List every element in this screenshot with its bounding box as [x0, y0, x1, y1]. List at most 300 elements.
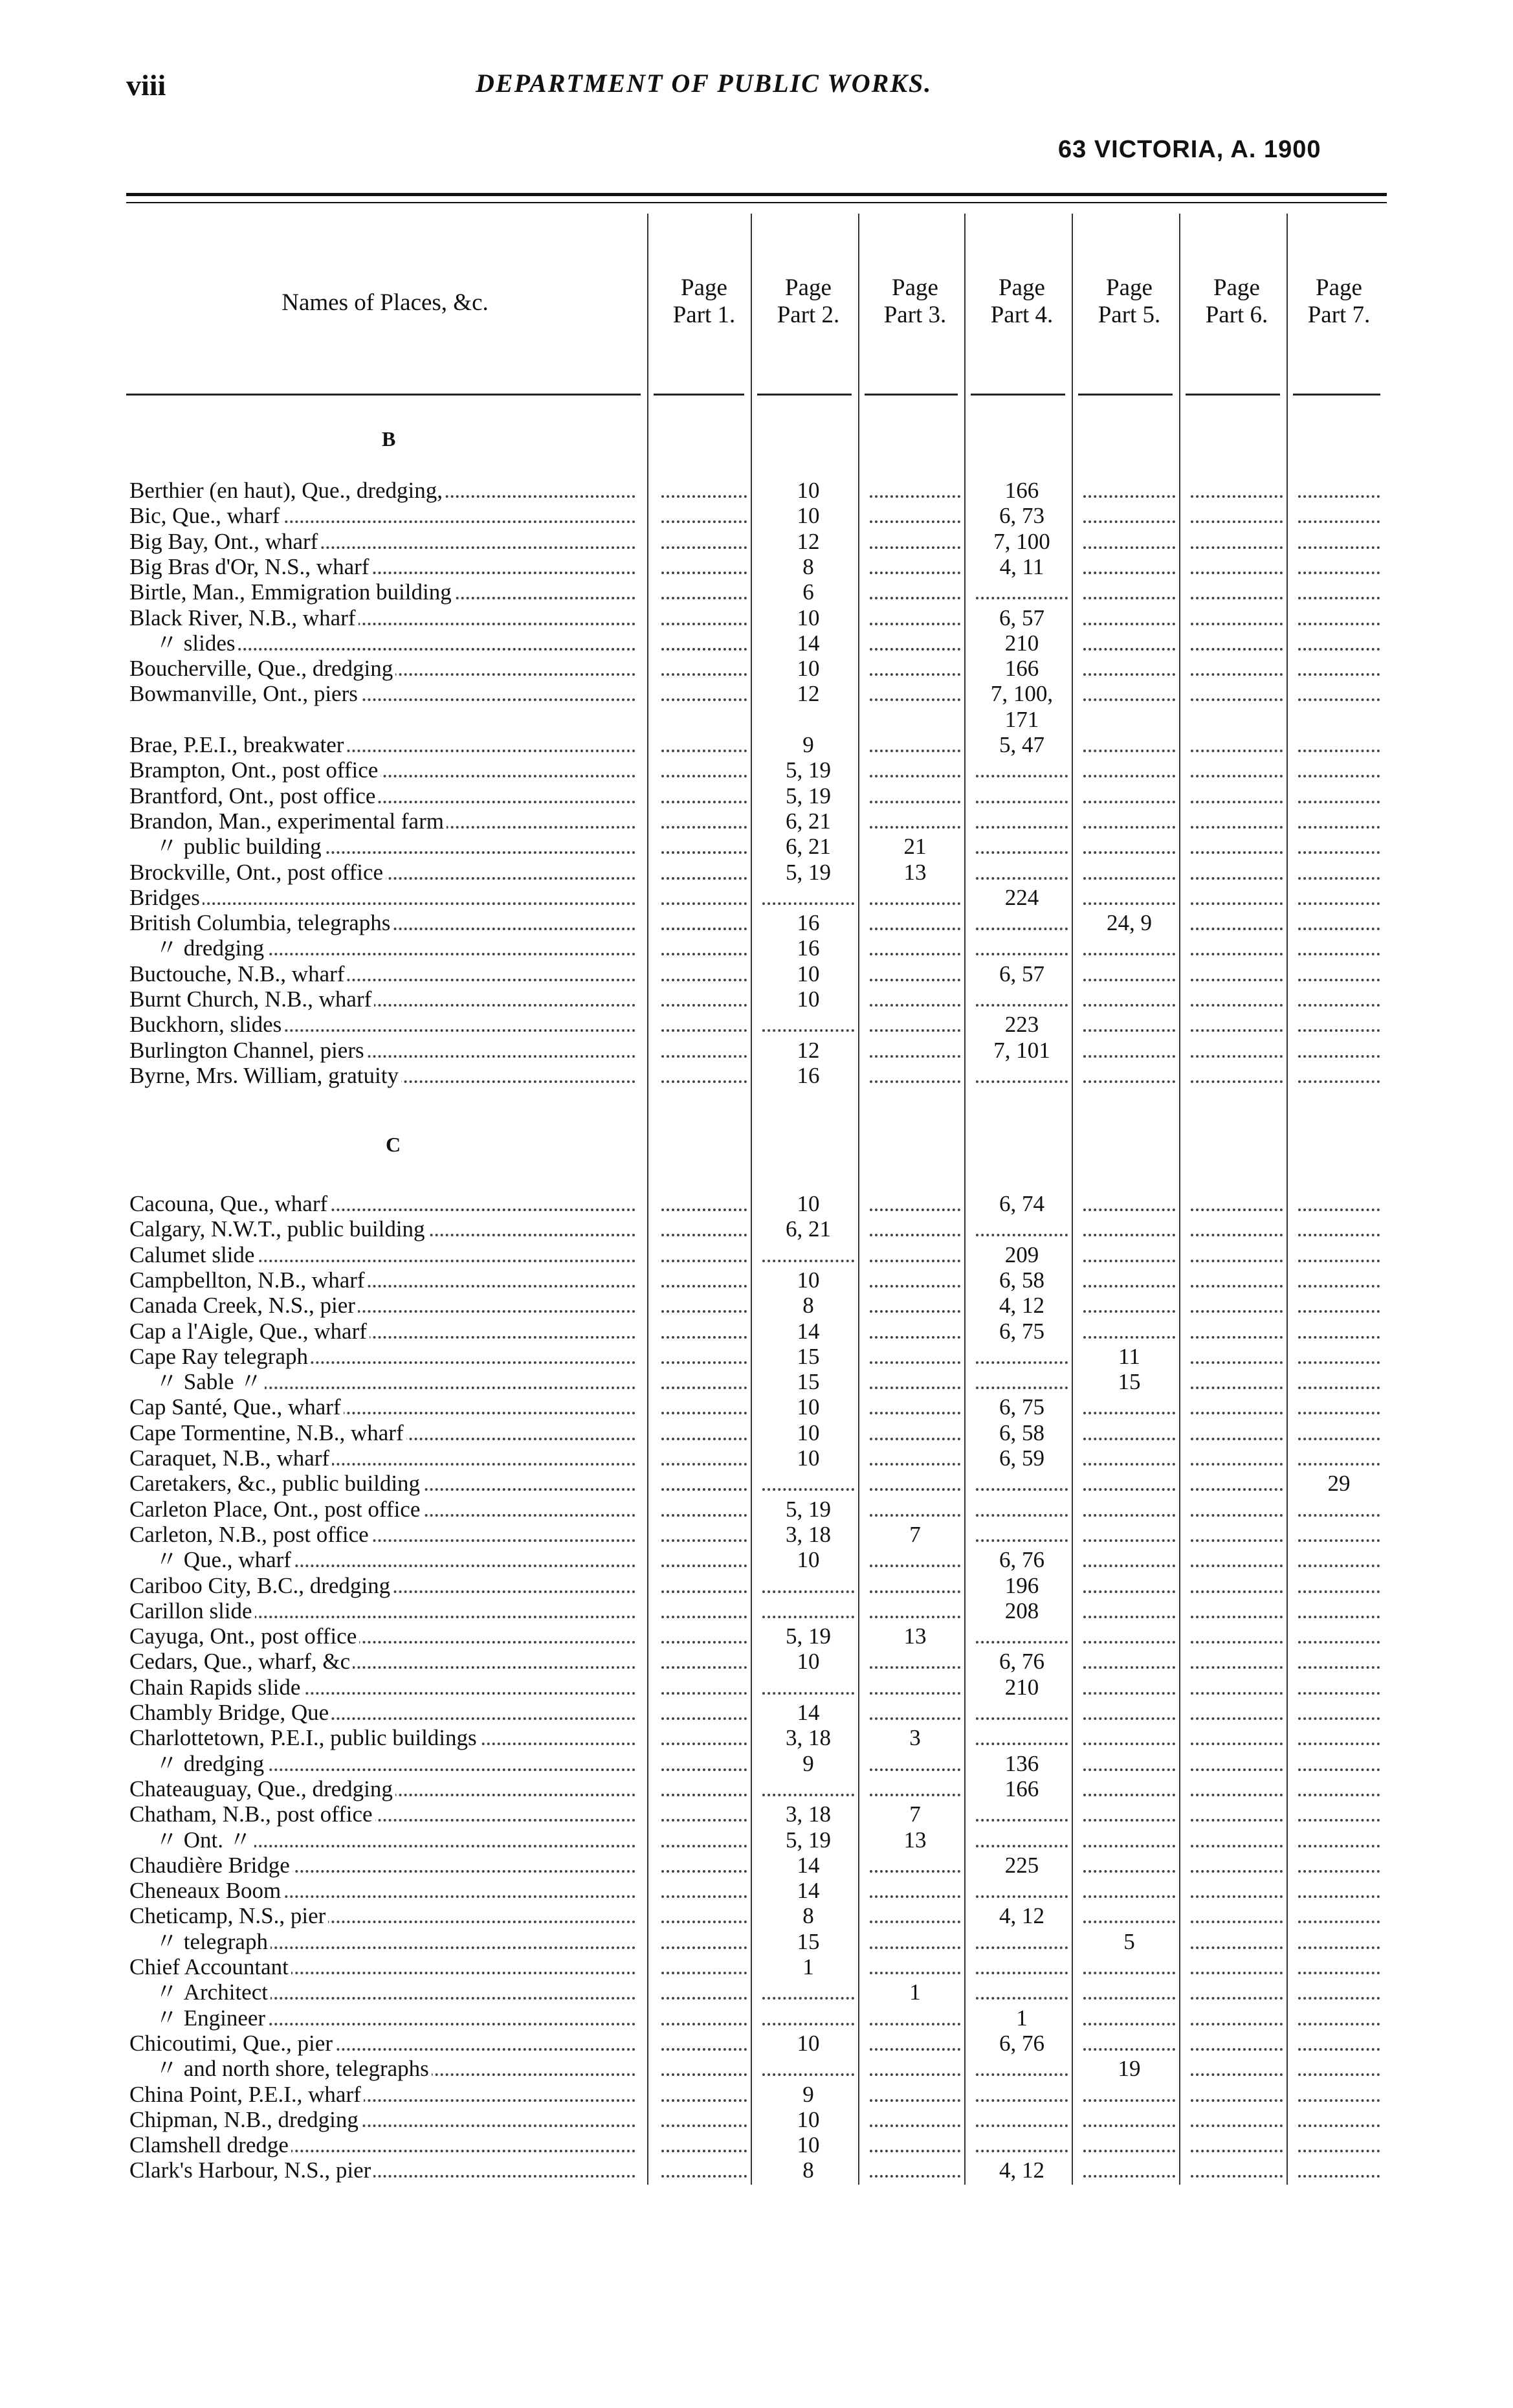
page-ref-part-1 — [654, 1700, 755, 1726]
page-ref-part-6 — [1183, 1344, 1290, 1370]
page-ref-part-4 — [968, 1497, 1076, 1522]
index-row — [129, 1063, 1390, 1089]
place-name-text: Byrne, Mrs. William, gratuity — [129, 1063, 401, 1088]
page-ref-part-5 — [1076, 2157, 1183, 2183]
place-name-text: Berthier (en haut), Que., dredging, — [129, 478, 445, 503]
place-name — [129, 935, 641, 961]
page-ref-part-5 — [1076, 783, 1183, 809]
page-ref-part-3: 21 — [903, 834, 927, 859]
place-name — [129, 478, 641, 504]
place-name — [129, 681, 641, 707]
page-ref-part-3 — [862, 1216, 968, 1242]
place-name — [129, 554, 641, 580]
place-name — [129, 987, 641, 1012]
index-row — [129, 503, 1390, 529]
index-row — [129, 961, 1390, 987]
page-ref-part-7 — [1290, 2005, 1387, 2031]
page-ref-part-5 — [1076, 757, 1183, 783]
place-name-text: 〃 dredging — [129, 1751, 267, 1776]
page-ref-part-6 — [1183, 478, 1290, 504]
index-row — [129, 834, 1390, 860]
index-row — [129, 1267, 1390, 1293]
page-ref-part-4: 166 — [1004, 656, 1039, 681]
index-row — [129, 1038, 1390, 1064]
page-ref-part-2: 14 — [797, 1700, 820, 1725]
page-ref-part-2: 10 — [797, 656, 820, 681]
place-name-text: Burlington Channel, piers — [129, 1038, 367, 1063]
page-ref-part-2: 10 — [797, 478, 820, 503]
index-row — [129, 2056, 1390, 2082]
place-name-text: Chipman, N.B., dredging — [129, 2107, 361, 2132]
index-row — [129, 2107, 1390, 2133]
place-name-text: 〃 dredging — [129, 935, 267, 961]
page-ref-part-1 — [654, 834, 755, 860]
page-ref-part-6 — [1183, 1853, 1290, 1878]
page-ref-part-3 — [862, 1929, 968, 1955]
page-ref-part-4: 6, 57 — [999, 605, 1044, 630]
page-ref-part-6 — [1183, 1979, 1290, 2005]
page-ref-part-3: 3 — [909, 1725, 921, 1750]
place-name — [129, 1954, 641, 1980]
page-ref-part-5 — [1076, 1293, 1183, 1319]
page-ref-part-1 — [654, 732, 755, 758]
page-ref-part-7 — [1290, 1725, 1387, 1751]
page-ref-part-6 — [1183, 605, 1290, 631]
place-name-text: 〃 slides — [129, 630, 237, 656]
index-row — [129, 1191, 1390, 1217]
page-column-header — [654, 274, 755, 329]
page-ref-part-5 — [1076, 1012, 1183, 1038]
page-column-header — [968, 274, 1076, 329]
index-row — [129, 1700, 1390, 1726]
page-ref-part-7 — [1290, 1853, 1387, 1878]
page-ref-part-4 — [968, 1522, 1076, 1548]
column-header-line1: Page — [1213, 274, 1260, 301]
column-header-line1: Page — [1316, 274, 1362, 301]
place-name-text: 〃 Ont. 〃 — [129, 1827, 254, 1853]
page-ref-part-4 — [968, 1471, 1076, 1497]
page-ref-part-4: 6, 58 — [999, 1267, 1044, 1293]
page-ref-part-7 — [1290, 554, 1387, 580]
page-ref-part-4 — [968, 1369, 1076, 1395]
page-ref-part-6 — [1183, 1216, 1290, 1242]
index-row — [129, 1827, 1390, 1853]
page-ref-part-6 — [1183, 1903, 1290, 1929]
place-name-text: 〃 Engineer — [129, 2005, 268, 2031]
page-ref-part-2: 8 — [802, 2157, 814, 2183]
page-ref-part-6 — [1183, 1675, 1290, 1700]
page-ref-part-6 — [1183, 961, 1290, 987]
page-ref-part-1 — [654, 1445, 755, 1471]
index-row — [129, 1776, 1390, 1802]
place-name — [129, 503, 641, 529]
page-ref-part-2 — [755, 1242, 862, 1268]
place-name — [129, 1191, 641, 1217]
page-ref-part-2: 10 — [797, 1191, 820, 1216]
page-ref-part-6 — [1183, 1878, 1290, 1904]
page-column-header — [1290, 274, 1387, 329]
index-row — [129, 1979, 1390, 2005]
page-ref-part-3 — [862, 2132, 968, 2158]
page-column-header — [862, 274, 968, 329]
page-ref-part-4 — [968, 2082, 1076, 2108]
page-ref-part-5 — [1076, 1420, 1183, 1446]
place-name — [129, 1471, 641, 1497]
page-ref-part-4 — [968, 1623, 1076, 1649]
index-row — [129, 1649, 1390, 1675]
header-underline — [757, 394, 852, 396]
index-row — [129, 1547, 1390, 1573]
index-row — [129, 478, 1390, 504]
page-ref-part-6 — [1183, 757, 1290, 783]
page-ref-part-1 — [654, 1471, 755, 1497]
place-name — [129, 2056, 641, 2082]
page-number: viii — [126, 69, 166, 102]
running-title: DEPARTMENT OF PUBLIC WORKS. — [476, 69, 933, 98]
page-ref-part-4 — [968, 1725, 1076, 1751]
page-ref-part-4 — [968, 1878, 1076, 1904]
page-ref-part-4: 6, 74 — [999, 1191, 1044, 1216]
page-ref-part-2: 6 — [802, 579, 814, 605]
names-column-header: Names of Places, &c. — [282, 289, 489, 316]
page-ref-part-6 — [1183, 2031, 1290, 2057]
page-ref-part-2: 3, 18 — [786, 1522, 831, 1547]
place-name — [129, 2031, 641, 2057]
place-name-text: 〃 Sable 〃 — [129, 1369, 265, 1394]
column-header-line1: Page — [1106, 274, 1153, 301]
place-name-text: Boucherville, Que., dredging — [129, 656, 395, 681]
place-name — [129, 885, 641, 911]
page-ref-part-1 — [654, 1827, 755, 1853]
page-ref-part-5 — [1076, 834, 1183, 860]
page-ref-part-5 — [1076, 2031, 1183, 2057]
index-row — [129, 656, 1390, 682]
page-ref-part-6 — [1183, 1649, 1290, 1675]
page-ref-part-5 — [1076, 2107, 1183, 2133]
page-ref-part-6 — [1183, 579, 1290, 605]
page-ref-part-5 — [1076, 478, 1183, 504]
page-ref-part-4: 166 — [1004, 1776, 1039, 1801]
page-ref-part-1 — [654, 1216, 755, 1242]
place-name — [129, 1293, 641, 1319]
page-ref-part-4 — [968, 1063, 1076, 1089]
index-row — [129, 1573, 1390, 1599]
page-ref-part-5 — [1076, 1623, 1183, 1649]
page-ref-part-7 — [1290, 1903, 1387, 1929]
page-ref-part-7 — [1290, 1801, 1387, 1827]
place-name-text: Burnt Church, N.B., wharf — [129, 987, 374, 1012]
index-row — [129, 1394, 1390, 1420]
page-ref-part-2: 10 — [797, 2132, 820, 2157]
page-ref-part-3 — [862, 1344, 968, 1370]
index-row — [129, 808, 1390, 834]
page-ref-part-6 — [1183, 1827, 1290, 1853]
header-underline — [865, 394, 958, 396]
page-ref-part-7 — [1290, 1420, 1387, 1446]
page-ref-part-7: 29 — [1327, 1471, 1351, 1496]
page-ref-part-7 — [1290, 1063, 1387, 1089]
page-ref-part-5 — [1076, 503, 1183, 529]
index-row — [129, 1522, 1390, 1548]
page-ref-part-2: 9 — [802, 1751, 814, 1776]
page-ref-part-6 — [1183, 2056, 1290, 2082]
page-ref-part-3 — [862, 554, 968, 580]
page-ref-part-3 — [862, 1598, 968, 1624]
place-name — [129, 783, 641, 809]
page-ref-part-6 — [1183, 1267, 1290, 1293]
place-name-text: Carillon slide — [129, 1598, 255, 1623]
page-ref-part-5 — [1076, 2082, 1183, 2108]
page-ref-part-5 — [1076, 808, 1183, 834]
page-ref-part-7 — [1290, 910, 1387, 936]
page-ref-part-1 — [654, 1751, 755, 1777]
page-ref-part-1 — [654, 860, 755, 886]
page-ref-part-3 — [862, 2082, 968, 2108]
column-header-line2: Part 6. — [1205, 302, 1268, 328]
page-ref-part-2: 15 — [797, 1369, 820, 1394]
page-ref-part-5: 5 — [1123, 1929, 1135, 1954]
page-ref-part-5 — [1076, 935, 1183, 961]
page-ref-part-2 — [755, 1598, 862, 1624]
place-name-text: Cap a l'Aigle, Que., wharf — [129, 1319, 370, 1344]
page-ref-part-5 — [1076, 554, 1183, 580]
page-ref-part-4: 223 — [1004, 1012, 1039, 1037]
page-ref-part-1 — [654, 1063, 755, 1089]
page-ref-part-5 — [1076, 1903, 1183, 1929]
page-ref-part-3 — [862, 1063, 968, 1089]
page-ref-part-2 — [755, 707, 862, 733]
place-name — [129, 1038, 641, 1064]
place-name — [129, 1267, 641, 1293]
page-ref-part-3 — [862, 757, 968, 783]
page-ref-part-7 — [1290, 2107, 1387, 2133]
page-ref-part-4: 6, 75 — [999, 1319, 1044, 1344]
page-ref-part-7 — [1290, 1598, 1387, 1624]
page-ref-part-5 — [1076, 1191, 1183, 1217]
page-ref-part-6 — [1183, 2005, 1290, 2031]
page-ref-part-3 — [862, 1471, 968, 1497]
page-ref-part-3 — [862, 2157, 968, 2183]
page-ref-part-3 — [862, 681, 968, 707]
page-ref-part-3 — [862, 1853, 968, 1878]
page-ref-part-1 — [654, 961, 755, 987]
page-ref-part-7 — [1290, 1497, 1387, 1522]
page-ref-part-1 — [654, 2132, 755, 2158]
place-name — [129, 1979, 641, 2005]
place-name-text: Chain Rapids slide — [129, 1675, 303, 1700]
page-ref-part-2: 1 — [802, 1954, 814, 1979]
page-column-header — [755, 274, 862, 329]
page-ref-part-2 — [755, 1573, 862, 1599]
place-name-text: Chicoutimi, Que., pier — [129, 2031, 335, 2056]
page-ref-part-4 — [968, 1929, 1076, 1955]
page-ref-part-7 — [1290, 681, 1387, 707]
page-ref-part-2: 10 — [797, 605, 820, 630]
place-name — [129, 1497, 641, 1522]
place-name — [129, 2157, 641, 2183]
page-ref-part-1 — [654, 1801, 755, 1827]
page-ref-part-2: 10 — [797, 961, 820, 987]
column-header-line1: Page — [999, 274, 1045, 301]
page-ref-part-5 — [1076, 1954, 1183, 1980]
index-row — [129, 579, 1390, 605]
page-ref-part-1 — [654, 1853, 755, 1878]
page-ref-part-1 — [654, 1420, 755, 1446]
page-ref-part-3 — [862, 1242, 968, 1268]
page-ref-part-2 — [755, 2005, 862, 2031]
place-name — [129, 1929, 641, 1955]
place-name — [129, 656, 641, 682]
index-row — [129, 1929, 1390, 1955]
page-ref-part-7 — [1290, 1954, 1387, 1980]
place-name-text: Carleton Place, Ont., post office — [129, 1497, 423, 1522]
page-ref-part-4 — [968, 860, 1076, 886]
page-ref-part-5 — [1076, 732, 1183, 758]
page-ref-part-2: 10 — [797, 2031, 820, 2056]
page-ref-part-4: 4, 11 — [999, 554, 1044, 579]
column-header-line2: Part 4. — [990, 302, 1054, 328]
page-ref-part-7 — [1290, 1979, 1387, 2005]
page-ref-part-2: 10 — [797, 2107, 820, 2132]
place-name-text: Cayuga, Ont., post office — [129, 1623, 359, 1649]
place-name — [129, 1751, 641, 1777]
place-name — [129, 1725, 641, 1751]
place-name-text: Bic, Que., wharf — [129, 503, 282, 528]
page-ref-part-6 — [1183, 2157, 1290, 2183]
index-row — [129, 1216, 1390, 1242]
page-ref-part-7 — [1290, 1929, 1387, 1955]
page-ref-part-3: 1 — [909, 1979, 921, 2005]
page-ref-part-2: 5, 19 — [786, 1827, 831, 1853]
place-name-text: Birtle, Man., Emmigration building — [129, 579, 454, 605]
page-ref-part-5 — [1076, 1853, 1183, 1878]
page-ref-part-5 — [1076, 1319, 1183, 1344]
page-ref-part-2: 16 — [797, 1063, 820, 1088]
page-ref-part-4 — [968, 1827, 1076, 1853]
page-ref-part-2: 15 — [797, 1929, 820, 1954]
page-ref-part-3 — [862, 1954, 968, 1980]
page-ref-part-6 — [1183, 1012, 1290, 1038]
page-ref-part-2: 8 — [802, 554, 814, 579]
page-ref-part-4: 6, 58 — [999, 1420, 1044, 1445]
page-ref-part-2: 10 — [797, 1547, 820, 1572]
page-ref-part-1 — [654, 2056, 755, 2082]
page-ref-part-3 — [862, 1573, 968, 1599]
page-ref-part-2 — [755, 1012, 862, 1038]
page-ref-part-1 — [654, 2005, 755, 2031]
place-name-text: 〃 public building — [129, 834, 324, 859]
index-row — [129, 910, 1390, 936]
page-ref-part-3 — [862, 910, 968, 936]
page-ref-part-7 — [1290, 478, 1387, 504]
page-ref-part-3: 13 — [903, 1623, 927, 1649]
page-ref-part-4 — [968, 1954, 1076, 1980]
page-ref-part-7 — [1290, 1394, 1387, 1420]
place-name — [129, 1394, 641, 1420]
page-ref-part-5 — [1076, 1242, 1183, 1268]
header-underline — [1078, 394, 1173, 396]
header-underline — [1293, 394, 1380, 396]
page-ref-part-2: 5, 19 — [786, 860, 831, 885]
place-name — [129, 808, 641, 834]
page-ref-part-1 — [654, 783, 755, 809]
page-ref-part-7 — [1290, 630, 1387, 656]
page-ref-part-7 — [1290, 783, 1387, 809]
page-ref-part-4 — [968, 757, 1076, 783]
place-name-text: Clark's Harbour, N.S., pier — [129, 2157, 373, 2183]
page-ref-part-6 — [1183, 529, 1290, 555]
place-name — [129, 1878, 641, 1904]
header-underline — [126, 394, 641, 396]
header-underline — [1186, 394, 1280, 396]
page-ref-part-7 — [1290, 2157, 1387, 2183]
index-row — [129, 1012, 1390, 1038]
page-ref-part-7 — [1290, 1827, 1387, 1853]
place-name-text: China Point, P.E.I., wharf — [129, 2082, 364, 2107]
column-header-line1: Page — [785, 274, 832, 301]
place-name — [129, 2005, 641, 2031]
place-name — [129, 1063, 641, 1089]
place-name-text: Calgary, N.W.T., public building — [129, 1216, 428, 1242]
page-ref-part-4: 4, 12 — [999, 2157, 1044, 2183]
place-name-text: Chief Accountant — [129, 1954, 291, 1979]
page-ref-part-1 — [654, 757, 755, 783]
place-name-text: 〃 telegraph — [129, 1929, 271, 1954]
place-name-text: 〃 Architect — [129, 1979, 271, 2005]
page-ref-part-2 — [755, 2056, 862, 2082]
place-name — [129, 1012, 641, 1038]
page-ref-part-3 — [862, 1751, 968, 1777]
place-name — [129, 630, 641, 656]
place-name-text: Big Bras d'Or, N.S., wharf — [129, 554, 371, 579]
place-name-text: Brandon, Man., experimental farm — [129, 808, 447, 834]
page-ref-part-3 — [862, 1394, 968, 1420]
page-ref-part-5 — [1076, 1598, 1183, 1624]
page-ref-part-3 — [862, 1675, 968, 1700]
page-ref-part-1 — [654, 987, 755, 1012]
index-row — [129, 630, 1390, 656]
page-ref-part-7 — [1290, 1878, 1387, 1904]
page-ref-part-5 — [1076, 1547, 1183, 1573]
place-name — [129, 961, 641, 987]
place-name-text: Caretakers, &c., public building — [129, 1471, 423, 1496]
page-ref-part-5 — [1076, 1267, 1183, 1293]
place-name-text: Big Bay, Ont., wharf — [129, 529, 320, 554]
page-ref-part-3 — [862, 1420, 968, 1446]
page-ref-part-2: 10 — [797, 1267, 820, 1293]
page-ref-part-7 — [1290, 1038, 1387, 1064]
page-ref-part-1 — [654, 2031, 755, 2057]
page-ref-part-2: 10 — [797, 1420, 820, 1445]
page-ref-part-3 — [862, 1649, 968, 1675]
place-name — [129, 2107, 641, 2133]
page-ref-part-4 — [968, 2056, 1076, 2082]
page-ref-part-7 — [1290, 1293, 1387, 1319]
page-ref-part-7 — [1290, 656, 1387, 682]
column-header-line1: Page — [681, 274, 727, 301]
page-ref-part-5 — [1076, 987, 1183, 1012]
page-ref-part-5 — [1076, 1522, 1183, 1548]
place-name — [129, 860, 641, 886]
page-ref-part-3 — [862, 987, 968, 1012]
place-name-text: Chaudière Bridge — [129, 1853, 293, 1878]
page-ref-part-7 — [1290, 1242, 1387, 1268]
place-name-text: Caraquet, N.B., wharf — [129, 1445, 332, 1471]
page-ref-part-2: 14 — [797, 1878, 820, 1903]
section-letter: B — [382, 427, 396, 451]
page-ref-part-3 — [862, 783, 968, 809]
page-ref-part-4: 6, 73 — [999, 503, 1044, 528]
